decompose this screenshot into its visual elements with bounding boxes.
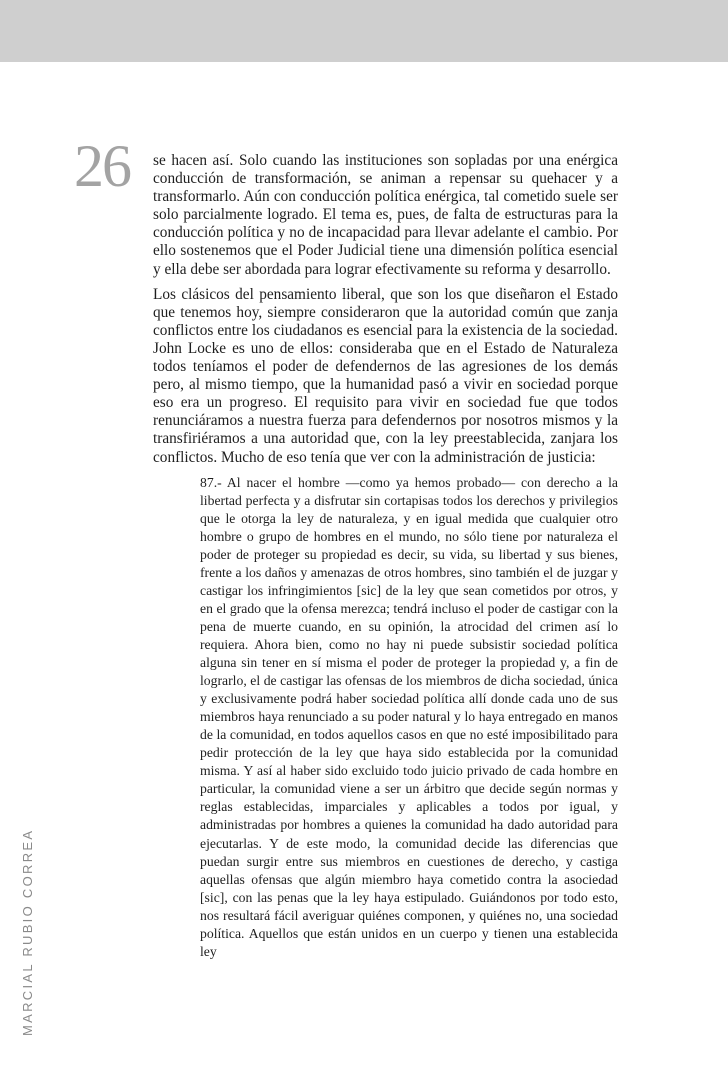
page-header-band xyxy=(0,0,728,62)
running-author: MARCIAL RUBIO CORREA xyxy=(20,828,35,1036)
paragraph: se hacen así. Solo cuando las instituciones son sopladas por una enérgica conducción de transformación, se animan a repensar su quehacer y a transformarlo. Aún con conducción política enérgica, tal cometido suele ser solo parcialmente logrado. El tema es, pues, de falta de estructuras para la conducción política y no de incapacidad para llevar adelante el cambio. Por ello sostenemos que el Poder Judicial tiene una dimensión política esencial y ella debe ser abordada para lograr efectivamente su reforma y desarrollo. xyxy=(153,152,618,278)
paragraph: Los clásicos del pensamiento liberal, que son los que diseñaron el Estado que tenemos hoy, siempre consideraron que la autoridad común que zanja conflictos entre los ciudadanos es esencial para la existencia de la sociedad. John Locke es uno de ellos: consideraba que en el Estado de Naturaleza todos teníamos el poder de defendernos de las agresiones de los demás pero, al mismo tiempo, que la humanidad pasó a vivir en sociedad porque eso era un progreso. El requisito para vivir en sociedad fue que todos renunciáramos a nuestra fuerza para defendernos por nosotros mismos y la transfiriéramos a una autoridad que, con la ley preestablecida, zanjara los conflictos. Mucho de eso tenía que ver con la administración de justicia: xyxy=(153,285,618,466)
block-quote: 87.- Al nacer el hombre —como ya hemos probado— con derecho a la libertad perfecta y a disfrutar sin cortapisas todos los derechos y privilegios que le otorga la ley de naturaleza, y en igual medida que cualquier otro hombre o grupo de hombres en el mundo, no sólo tiene por naturaleza el poder de proteger su propiedad es decir, su vida, su libertad y sus bienes, frente a los daños y amenazas de otros hombres, sino también el de juzgar y castigar los infringimientos [sic] de la ley que sean cometidos por otros, y en el grado que la ofensa merezca; tendrá incluso el poder de castigar con la pena de muerte cuando, en su opinión, la atrocidad del crimen así lo requiera. Ahora bien, como no hay ni puede subsistir sociedad política alguna sin tener en sí misma el poder de proteger la propiedad y, a fin de lograrlo, el de castigar las ofensas de los miembros de dicha sociedad, única y exclusivamente podrá haber sociedad política allí donde cada uno de sus miembros haya renunciado a su poder natural y lo haya entregado en manos de la comunidad, en todos aquellos casos en que no esté imposibilitado para pedir protección de la ley que haya sido establecida por la comunidad misma. Y así al haber sido excluido todo juicio privado de cada hombre en particular, la comunidad viene a ser un árbitro que decide según normas y reglas establecidas, imparciales y aplicables a todos por igual, y administradas por hombres a quienes la comunidad ha dado autoridad para ejecutarlas. Y de este modo, la comunidad decide las diferencias que puedan surgir entre sus miembros en cuestiones de derecho, y castiga aquellas ofensas que algún miembro haya cometido contra la asociedad [sic], con las penas que la ley haya estipulado. Guiándonos por todo esto, nos resultará fácil averiguar quiénes componen, y quiénes no, una sociedad política. Aquellos que están unidos en un cuerpo y tienen una establecida ley xyxy=(200,474,618,959)
body-text xyxy=(153,152,618,961)
page-number: 26 xyxy=(74,133,130,199)
